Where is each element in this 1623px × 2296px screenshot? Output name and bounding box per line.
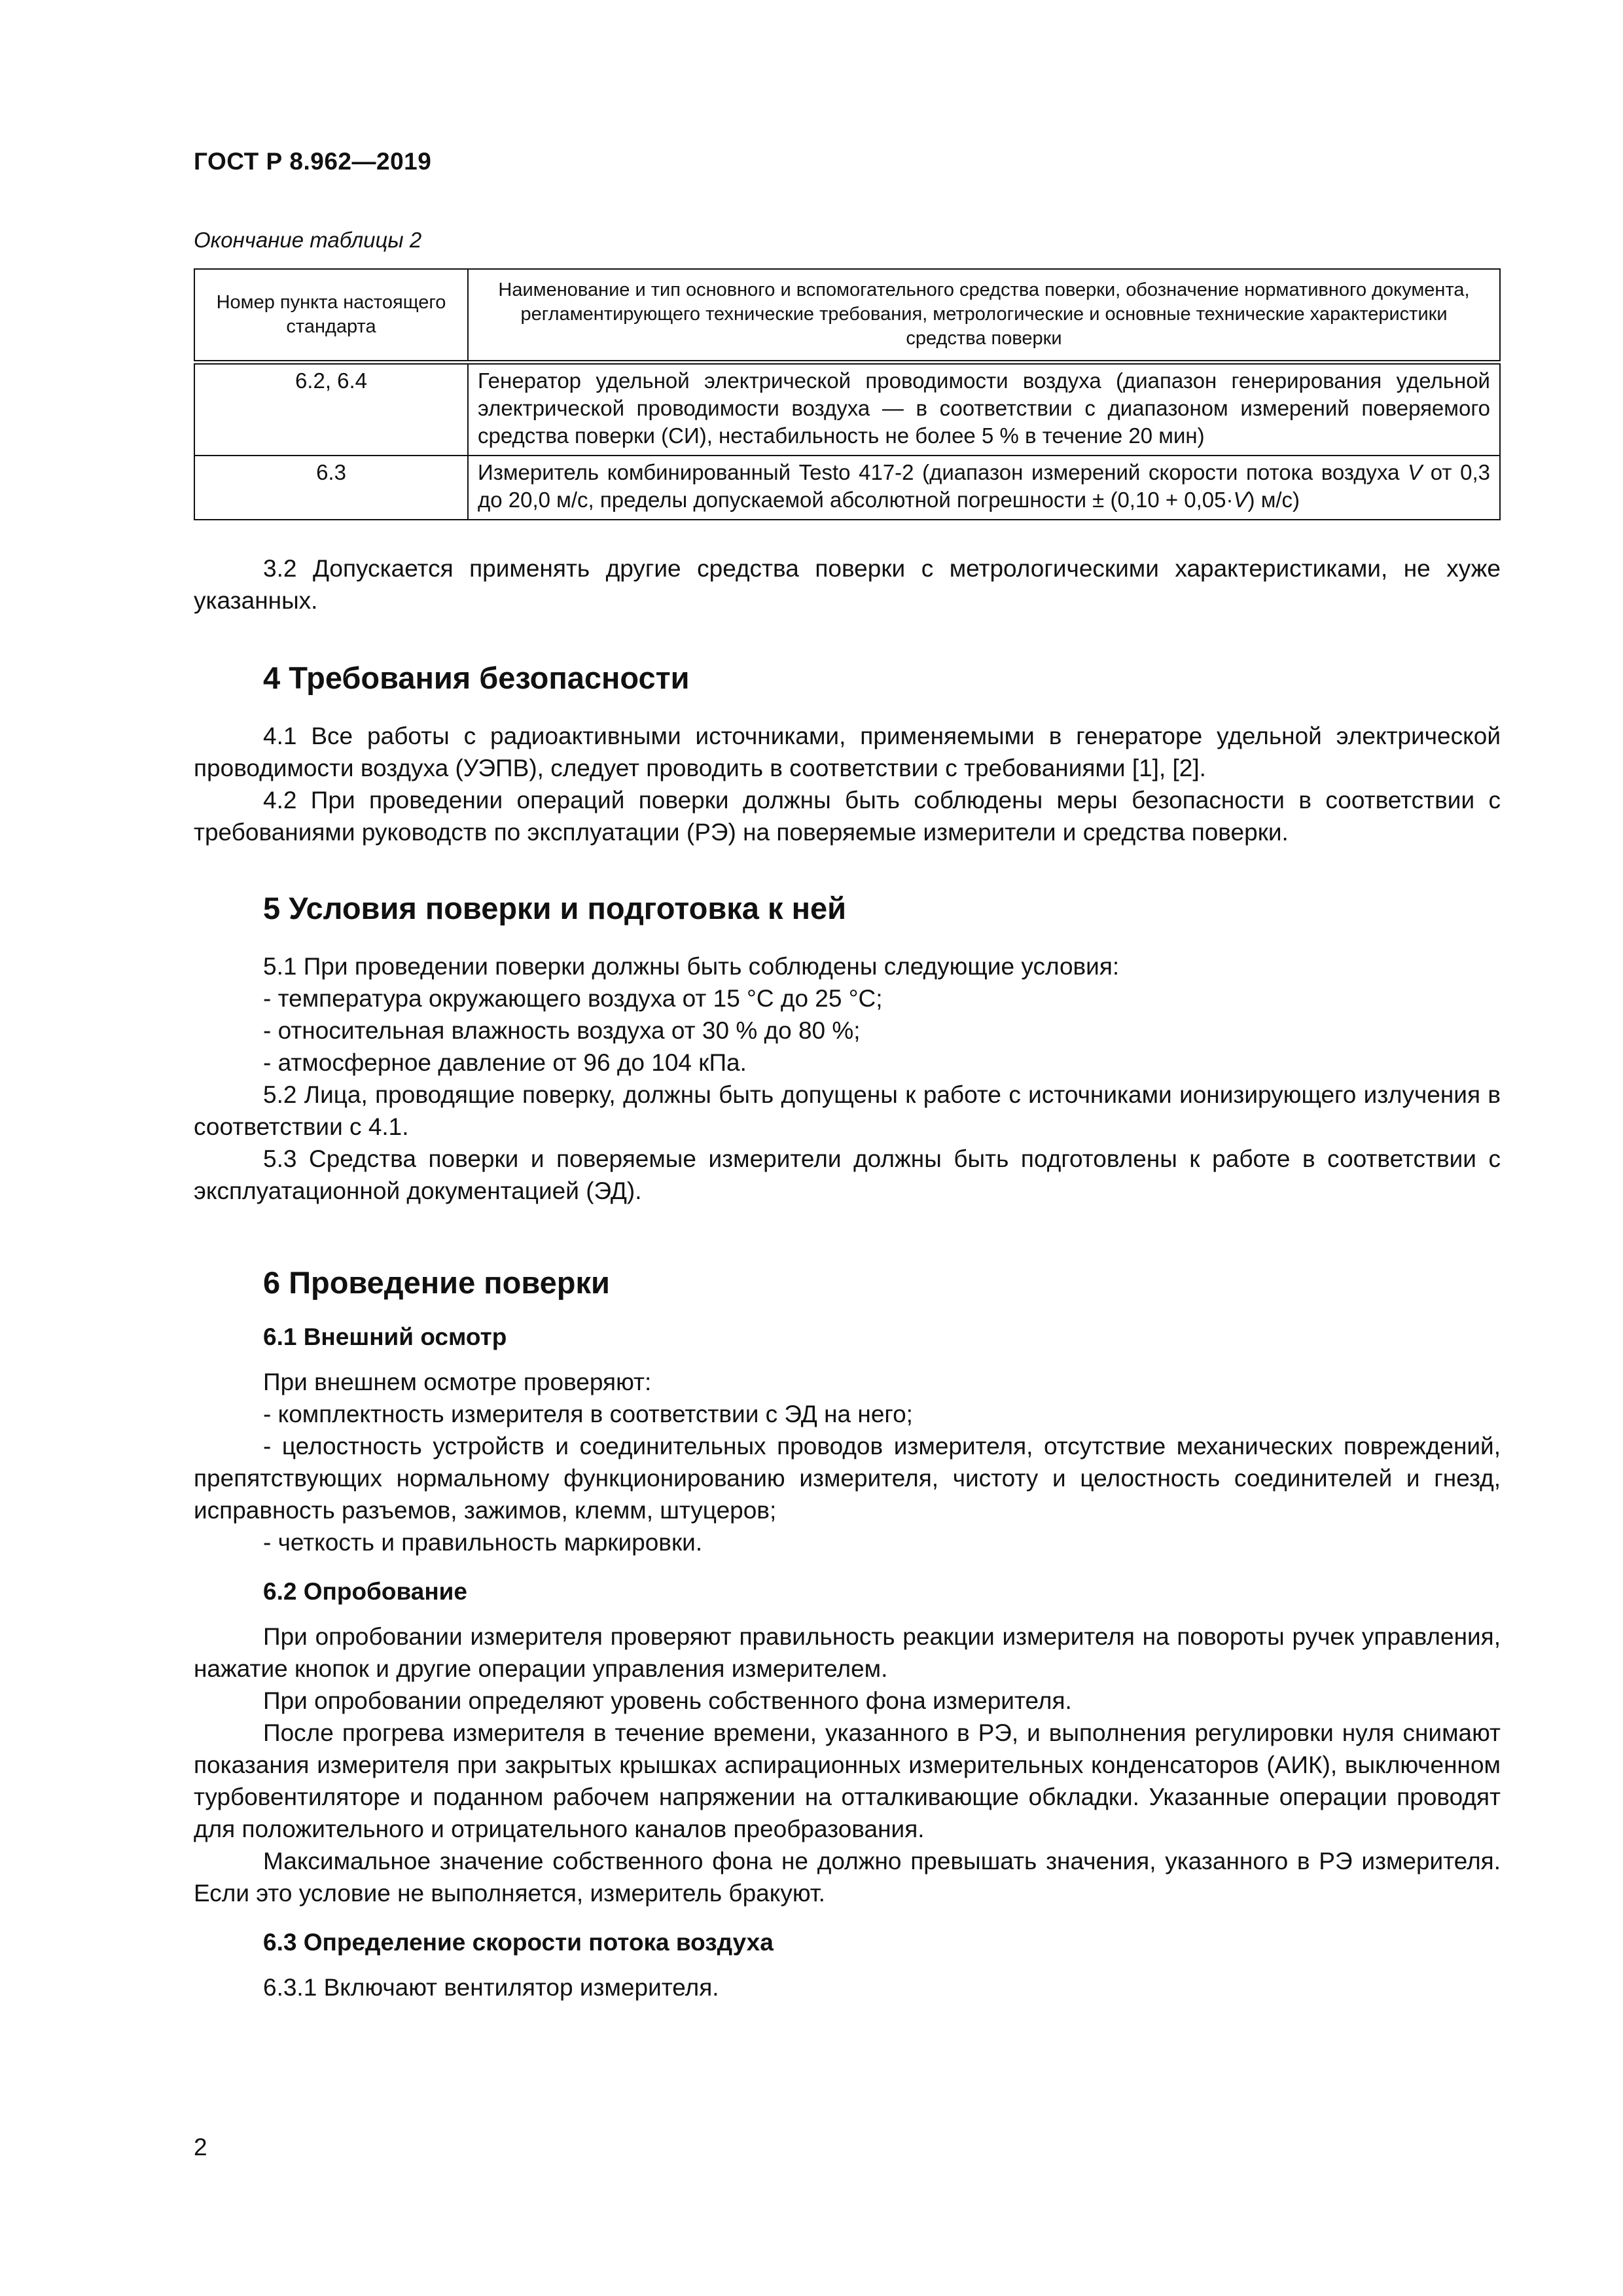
verification-tools-table: [194, 268, 1501, 520]
paragraph-6-3-1: 6.3.1 Включают вентилятор измерителя.: [263, 1974, 719, 2001]
paragraph-5-3: 5.3 Средства поверки и поверяемые измерители должны быть подготовлены к работе в соответствии с эксплуатационной документацией (ЭД).: [194, 1145, 1501, 1204]
paragraph-6-1-intro: При внешнем осмотре проверяют:: [263, 1369, 652, 1395]
paragraph-6-2-1: При опробовании измерителя проверяют правильность реакции измерителя на повороты ручек управления, нажатие кнопок и другие операции управления измерителем.: [194, 1623, 1501, 1682]
velocity-symbol: V: [1233, 488, 1248, 512]
description-text: ) м/с): [1247, 488, 1300, 512]
section-6: [194, 1265, 1501, 2003]
section-4-title: 4 Требования безопасности: [263, 660, 690, 695]
table-row: [194, 363, 1500, 456]
paragraph-5-2: 5.2 Лица, проводящие поверку, должны быть допущены к работе с источниками ионизирующего излучения в соответствии с 4.1.: [194, 1081, 1501, 1140]
page-number: 2: [194, 2134, 207, 2161]
table-cell-clause: 6.3: [194, 456, 468, 520]
subsection-6-3-title: 6.3 Определение скорости потока воздуха: [263, 1929, 774, 1956]
list-item: - атмосферное давление от 96 до 104 кПа.: [263, 1049, 747, 1076]
clause-3-2-block: [194, 552, 1501, 617]
paragraph-6-2-2: При опробовании определяют уровень собственного фона измерителя.: [263, 1687, 1072, 1714]
subsection-6-1-title: 6.1 Внешний осмотр: [263, 1323, 507, 1350]
table-caption: Окончание таблицы 2: [194, 228, 422, 252]
table-header-description: Наименование и тип основного и вспомогательного средства поверки, обозначение нормативного документа, регламентирующего технические требования, метрологические и основные технические характеристики средства поверки: [468, 269, 1500, 363]
section-6-title: 6 Проведение поверки: [263, 1265, 610, 1300]
list-item: - относительная влажность воздуха от 30 % до 80 %;: [263, 1017, 861, 1044]
paragraph-5-1: 5.1 При проведении поверки должны быть соблюдены следующие условия:: [263, 953, 1120, 980]
subsection-6-2-title: 6.2 Опробование: [263, 1578, 468, 1605]
paragraph-6-2-4: Максимальное значение собственного фона не должно превышать значения, указанного в РЭ измерителя. Если это условие не выполняется, измеритель бракуют.: [194, 1848, 1501, 1907]
table-cell-clause: 6.2, 6.4: [194, 363, 468, 456]
list-item: - температура окружающего воздуха от 15 °С до 25 °С;: [263, 985, 883, 1012]
table-header-clause: Номер пункта настоящего стандарта: [194, 269, 468, 363]
paragraph-6-2-3: После прогрева измерителя в течение времени, указанного в РЭ, и выполнения регулировки нуля снимают показания измерителя при закрытых крышках аспирационных измерительных конденсаторов (АИК), выключенном турбовентиляторе и поданном рабочем напряжении на отталкивающие обкладки. Указанные операции проводят для положительного и отрицательного каналов преобразования.: [194, 1719, 1501, 1842]
paragraph-4-2: 4.2 При проведении операций поверки должны быть соблюдены меры безопасности в соответствии с требованиями руководств по эксплуатации (РЭ) на поверяемые измерители и средства поверки.: [194, 787, 1501, 846]
velocity-symbol: V: [1408, 460, 1423, 484]
table-row: [194, 456, 1500, 520]
section-5: [194, 890, 1501, 1207]
description-text: от 0,3 до 20,0 м/с, пределы допускаемой абсолютной погрешности ± (0,10 + 0,05·: [478, 460, 1490, 512]
paragraph-4-1: 4.1 Все работы с радиоактивными источниками, применяемыми в генераторе удельной электрической проводимости воздуха (УЭПВ), следует проводить в соответствии с требованиями [1], [2].: [194, 723, 1501, 781]
list-item: - четкость и правильность маркировки.: [263, 1529, 703, 1556]
list-item: - комплектность измерителя в соответствии с ЭД на него;: [263, 1401, 913, 1427]
table-header-row: [194, 269, 1500, 363]
section-4: [194, 660, 1501, 848]
table-cell-description: [468, 456, 1500, 520]
list-item: - целостность устройств и соединительных проводов измерителя, отсутствие механических повреждений, препятствующих нормальному функционированию измерителя, чистоту и целостность соединителей и гнезд, исправность разъемов, зажимов, клемм, штуцеров;: [194, 1433, 1501, 1524]
document-code: ГОСТ Р 8.962—2019: [194, 148, 432, 175]
description-text: Измеритель комбинированный Testo 417-2 (диапазон измерений скорости потока воздуха: [478, 460, 1408, 484]
table-cell-description: Генератор удельной электрической проводимости воздуха (диапазон генерирования удельной электрической проводимости воздуха — в соответствии с диапазоном измерений поверяемого средства поверки (СИ), нестабильность не более 5 % в течение 20 мин): [468, 363, 1500, 456]
section-5-title: 5 Условия поверки и подготовка к ней: [263, 891, 847, 925]
document-page: [194, 0, 1503, 2296]
paragraph-3-2: 3.2 Допускается применять другие средства поверки с метрологическими характеристиками, не хуже указанных.: [194, 555, 1501, 614]
